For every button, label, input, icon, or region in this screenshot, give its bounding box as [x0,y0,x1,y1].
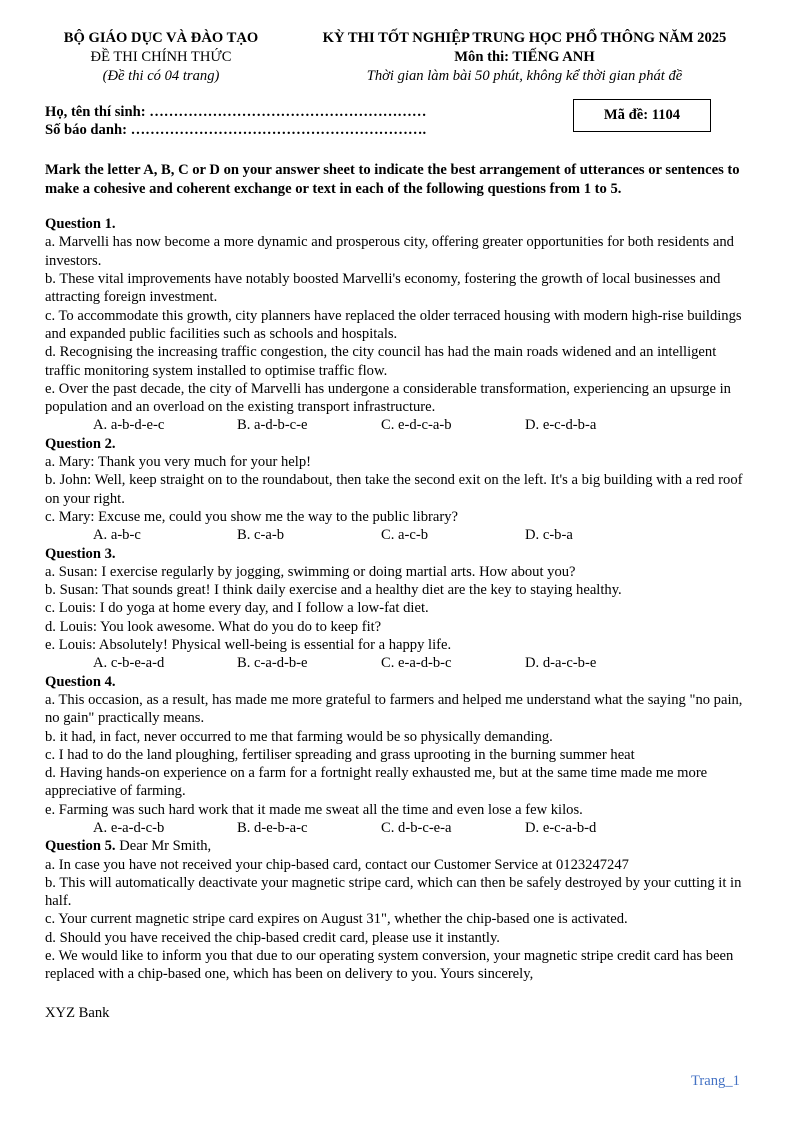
answer-option: B. c-a-d-b-e [237,655,308,672]
answer-option: B. d-e-b-a-c [237,819,308,836]
answer-option: B. c-a-b [237,527,285,544]
question-heading [45,545,750,563]
answer-option: A. a-b-d-e-c [93,417,165,434]
page-count-note: (Đề thi có 04 trang) [102,68,220,84]
official-exam-label: ĐỀ THI CHÍNH THỨC [90,49,232,65]
question-title: Question 3. [45,545,116,562]
question-item: c. Louis: I do yoga at home every day, and I follow a low-fat diet. [45,600,429,617]
question-block [45,545,750,673]
answer-option: D. e-c-a-b-d [525,819,597,836]
question-item: e. Over the past decade, the city of Marvelli has undergone a considerable transformation, experiencing an upsurge in population and an overload on the existing transport infrastructure. [45,380,731,416]
answer-option: D. c-b-a [525,527,573,544]
exam-page [45,29,750,1022]
question-title: Question 2. [45,435,116,452]
question-item: a. Susan: I exercise regularly by jogging, swimming or doing martial arts. How about you? [45,563,576,580]
answer-option: A. c-b-e-a-d [93,655,165,672]
question-item: b. This will automatically deactivate your magnetic stripe card, which can then be safely destroyed by your cutting it in half. [45,874,742,910]
exam-code-box: Mã đề: 1104 [573,99,711,132]
letter-signature: XYZ Bank [45,1004,110,1021]
question-item: a. Mary: Thank you very much for your help! [45,454,311,471]
question-heading [45,673,750,691]
answer-options [45,819,750,837]
question-block [45,435,750,545]
answer-option: C. a-c-b [381,527,429,544]
exam-header [45,29,750,87]
question-item: d. Should you have received the chip-based credit card, please use it instantly. [45,929,500,946]
question-item: c. Your current magnetic stripe card expires on August 31", whether the chip-based one is activated. [45,911,628,928]
question-item: c. To accommodate this growth, city planners have replaced the older terraced housing with modern high-rise buildings and expanded public facilities such as schools and hospitals. [45,307,742,342]
question-item: c. Mary: Excuse me, could you show me the way to the public library? [45,508,458,525]
question-block [45,215,750,435]
answer-options [45,654,750,672]
exam-info-block [299,29,750,86]
student-name-line: Họ, tên thí sinh: ………………………………………………… [45,104,427,120]
question-lead: Dear Mr Smith, [115,838,212,855]
answer-option: D. e-c-d-b-a [525,417,597,434]
question-item: b. it had, in fact, never occurred to me that farming would be so physically demanding. [45,728,553,745]
ministry-block [45,29,277,86]
answer-option: C. e-d-c-a-b [381,417,452,434]
question-item: d. Louis: You look awesome. What do you do to keep fit? [45,618,382,635]
question-heading [45,215,750,233]
answer-option: A. e-a-d-c-b [93,819,165,836]
question-item: e. Louis: Absolutely! Physical well-being is essential for a happy life. [45,637,452,654]
question-list [45,215,750,983]
answer-options [45,526,750,544]
answer-option: B. a-d-b-c-e [237,417,308,434]
answer-option: D. d-a-c-b-e [525,655,597,672]
question-title: Question 5. [45,838,116,855]
question-block [45,837,750,983]
question-title: Question 4. [45,673,116,690]
question-title: Question 1. [45,216,116,233]
student-info [45,103,750,143]
question-block [45,673,750,838]
answer-option: C. d-b-c-e-a [381,819,452,836]
time-note: Thời gian làm bài 50 phút, không kể thời gian phát đề [366,68,683,84]
exam-title: KỲ THI TỐT NGHIỆP TRUNG HỌC PHỔ THÔNG NĂM 2025 [322,30,727,46]
question-item: d. Recognising the increasing traffic congestion, the city council has had the main roads widened and an intelligent traffic monitoring system installed to optimise traffic flow. [45,344,717,379]
answer-option: C. e-a-d-b-c [381,655,452,672]
question-item: a. In case you have not received your chip-based card, contact our Customer Service at 0123247247 [45,856,629,873]
question-item: e. Farming was such hard work that it made me sweat all the time and even lose a few kilos. [45,801,583,818]
instruction-text: Mark the letter A, B, C or D on your answer sheet to indicate the best arrangement of utterances or sentences to make a cohesive and coherent exchange or text in each of the following questions from 1 to 5. [45,162,740,197]
question-item: e. We would like to inform you that due to our operating system conversion, your magnetic stripe credit card has been replaced with a chip-based one, which has been on delivery to you. Yours sincerely, [45,948,734,983]
page-number: Trang_1 [691,1073,740,1089]
question-item: b. These vital improvements have notably boosted Marvelli's economy, fostering the growth of local businesses and attracting foreign investment. [45,271,721,306]
question-heading [45,435,750,453]
question-item: b. Susan: That sounds great! I think daily exercise and a healthy diet are the key to staying healthy. [45,582,622,599]
question-item: b. John: Well, keep straight on to the roundabout, then take the second exit on the left. It's a big building with a red roof on your right. [45,472,743,507]
question-heading [45,837,750,855]
answer-options [45,416,750,434]
ministry-name: BỘ GIÁO DỤC VÀ ĐÀO TẠO [63,30,259,46]
question-item: c. I had to do the land ploughing, fertiliser spreading and grass uprooting in the burning summer heat [45,746,635,763]
answer-option: A. a-b-c [93,527,141,544]
subject-label: Môn thi: TIẾNG ANH [454,49,595,65]
question-item: a. This occasion, as a result, has made me more grateful to farmers and helped me understand what the saying "no pain, no gain" practically means. [45,691,743,727]
question-item: d. Having hands-on experience on a farm for a fortnight really exhausted me, but at the same time made me more appreciative of farming. [45,765,708,800]
student-number-line: Số báo danh: ……………………………………………………. [45,122,427,138]
question-item: a. Marvelli has now become a more dynamic and prosperous city, offering greater opportunities for both residents and investors. [45,234,734,269]
